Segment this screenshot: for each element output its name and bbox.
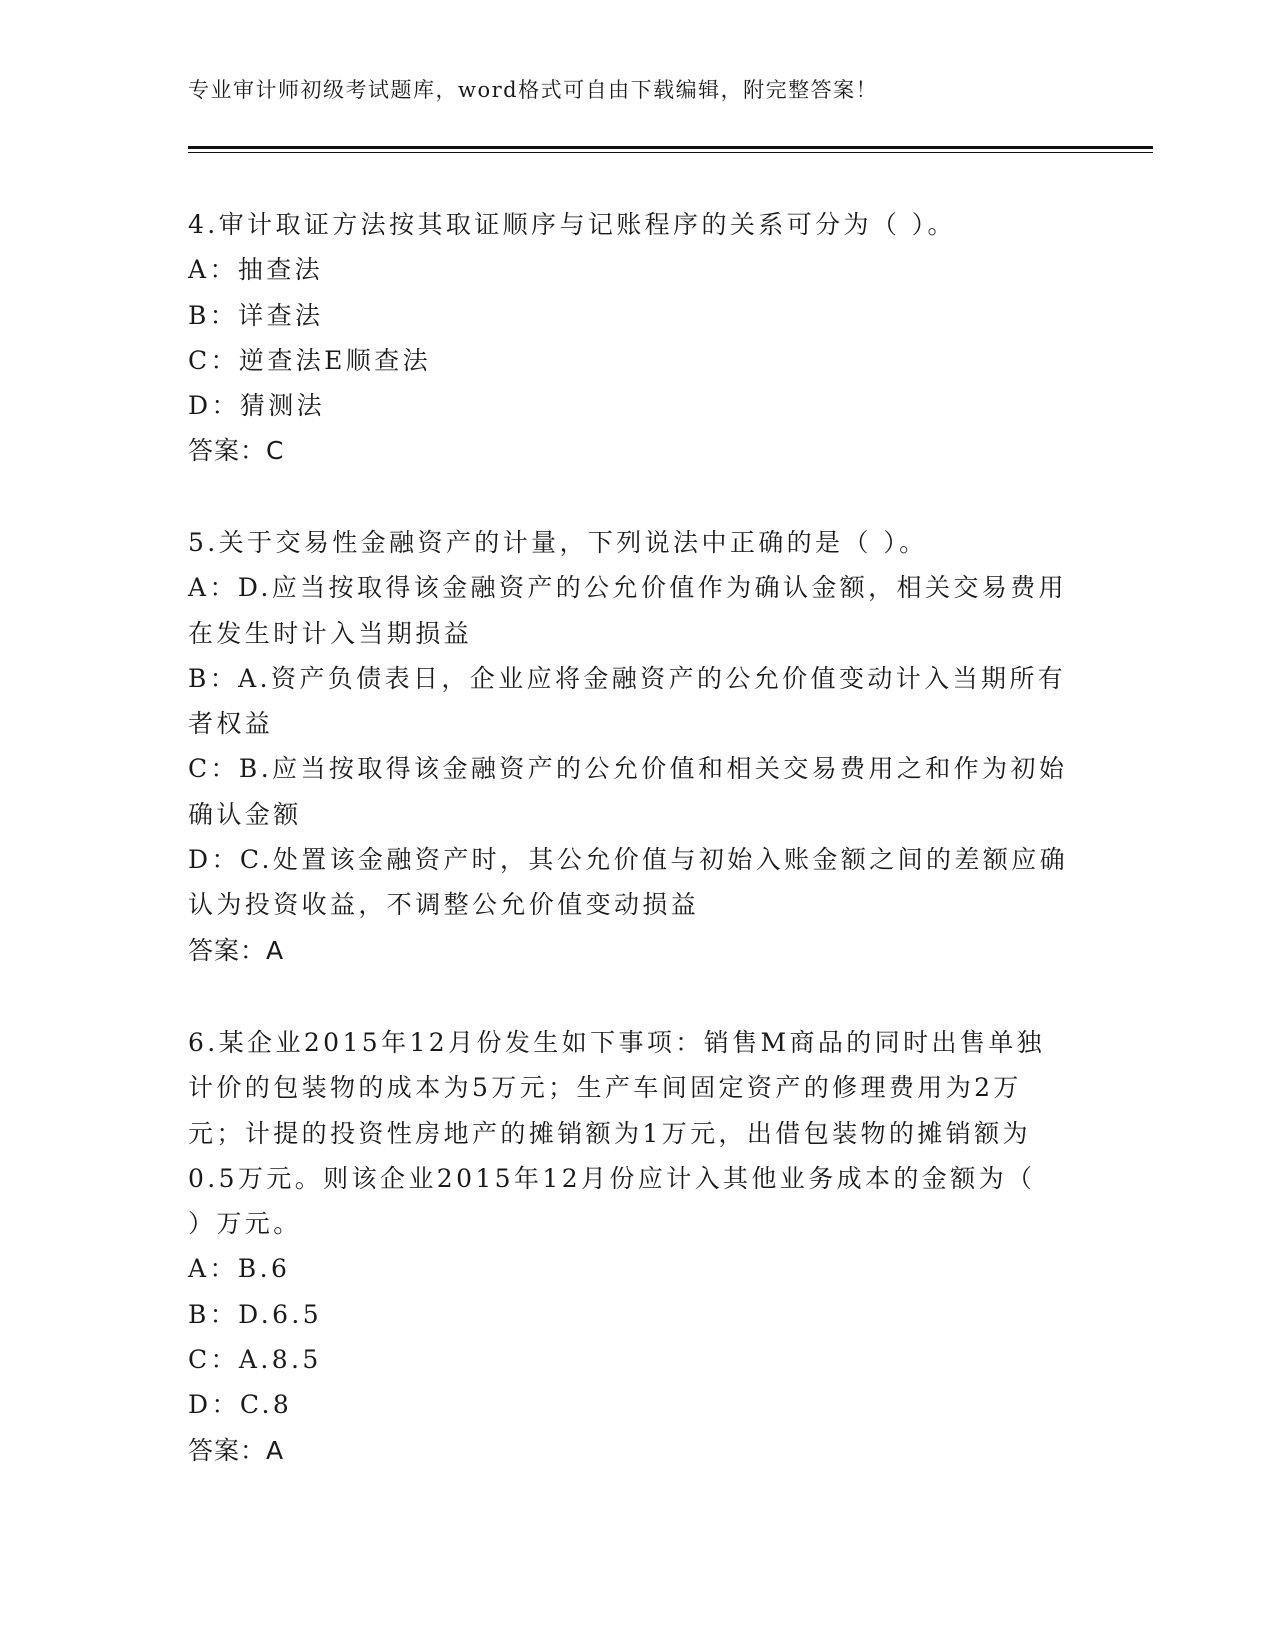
answer: 答案：C <box>188 436 285 466</box>
question-4 <box>188 202 1078 474</box>
question-stem-continued: 0.5万元。则该企业2015年12月份应计入其他业务成本的金额为（ <box>188 1163 1036 1193</box>
question-stem-continued: 计价的包装物的成本为5万元；生产车间固定资产的修理费用为2万 <box>188 1073 1022 1103</box>
option-a: A：D.应当按取得该金融资产的公允价值作为确认金额，相关交易费用 <box>188 573 1067 603</box>
option-c: C：B.应当按取得该金融资产的公允价值和相关交易费用之和作为初始 <box>188 754 1068 784</box>
question-stem: 4.审计取证方法按其取证顺序与记账程序的关系可分为（ ）。 <box>188 210 956 239</box>
option-a: A：抽查法 <box>188 255 324 285</box>
answer: 答案：A <box>188 935 285 965</box>
page-header: 专业审计师初级考试题库，word格式可自由下载编辑，附完整答案！ <box>188 78 879 102</box>
option-b-continued: 者权益 <box>188 709 274 739</box>
question-stem-continued: 元；计提的投资性房地产的摊销额为1万元，出借包装物的摊销额为 <box>188 1118 1031 1148</box>
option-b: B：D.6.5 <box>188 1299 323 1329</box>
option-d: D：C.8 <box>188 1390 293 1420</box>
option-a: A：B.6 <box>188 1254 291 1284</box>
header-divider-thick <box>188 146 1153 149</box>
option-a-continued: 在发生时计入当期损益 <box>188 618 473 648</box>
question-stem: 5.关于交易性金融资产的计量，下列说法中正确的是（ ）。 <box>188 528 928 557</box>
answer: 答案：A <box>188 1435 285 1465</box>
option-c-continued: 确认金额 <box>188 799 302 829</box>
question-stem-continued: ）万元。 <box>188 1209 302 1239</box>
option-b: B：A.资产负债表日，企业应将金融资产的公允价值变动计入当期所有 <box>188 663 1067 693</box>
header-divider-thin <box>188 152 1153 153</box>
option-b: B：详查法 <box>188 300 324 330</box>
option-d: D：猜测法 <box>188 391 326 421</box>
question-5 <box>188 520 1078 973</box>
option-d: D：C.处置该金融资产时，其公允价值与初始入账金额之间的差额应确 <box>188 845 1069 875</box>
question-6 <box>188 1020 1078 1473</box>
question-stem: 6.某企业2015年12月份发生如下事项：销售M商品的同时出售单独 <box>188 1028 1046 1057</box>
option-d-continued: 认为投资收益，不调整公允价值变动损益 <box>188 890 700 920</box>
option-c: C：逆查法E顺查法 <box>188 345 431 375</box>
option-c: C：A.8.5 <box>188 1345 322 1375</box>
